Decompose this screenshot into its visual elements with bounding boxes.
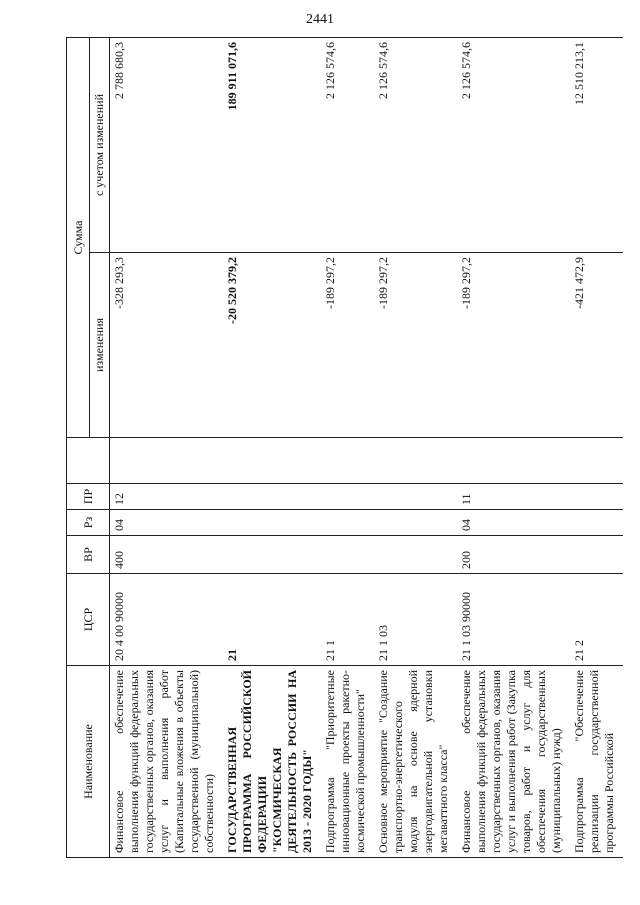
row-pr: 11 <box>457 484 570 510</box>
row-rz <box>570 510 623 536</box>
row-name: Основное мероприятие "Создание транспортно-энергетического модуля на основе ядерной энергодвигательной установки мегаваттного класса" <box>374 666 457 858</box>
row-pr <box>570 484 623 510</box>
row-csr: 21 2 <box>570 574 623 666</box>
row-total: 189 911 071,6 <box>223 38 321 253</box>
row-change: -328 293,3 <box>110 253 224 438</box>
row-vr <box>374 536 457 574</box>
row-name: Подпрограмма "Обеспечение реализации государственной программы Российской <box>570 666 623 858</box>
header-sum: Сумма <box>67 38 90 438</box>
header-csr: ЦСР <box>67 574 110 666</box>
header-name: Наименование <box>67 666 110 858</box>
row-name: ГОСУДАРСТВЕННАЯ ПРОГРАММА РОССИЙСКОЙ ФЕДЕРАЦИИ "КОСМИЧЕСКАЯ ДЕЯТЕЛЬНОСТЬ РОССИИ НА 2013 - 2020 ГОДЫ" <box>223 666 321 858</box>
row-rz: 04 <box>457 510 570 536</box>
budget-table-sheet <box>66 38 616 858</box>
row-total: 2 126 574,6 <box>374 38 457 253</box>
row-rz: 04 <box>110 510 224 536</box>
row-vr: 200 <box>457 536 570 574</box>
row-vr: 400 <box>110 536 224 574</box>
table-row <box>110 38 224 858</box>
row-name: Финансовое обеспечение выполнения функций федеральных государственных органов, оказания услуг и выполнения работ (Закупка товаров, работ и услуг для обеспечения государственных (муниципальных) нужд) <box>457 666 570 858</box>
row-rz <box>321 510 374 536</box>
header-with-changes: с учетом изменений <box>90 38 110 253</box>
row-pr <box>321 484 374 510</box>
table-row <box>374 38 457 858</box>
row-csr: 21 1 03 <box>374 574 457 666</box>
row-change: -421 472,9 <box>570 253 623 438</box>
row-spacer <box>374 438 457 484</box>
row-change: -189 297,2 <box>321 253 374 438</box>
row-spacer <box>570 438 623 484</box>
row-csr: 21 1 <box>321 574 374 666</box>
row-total: 2 126 574,6 <box>321 38 374 253</box>
row-pr <box>374 484 457 510</box>
row-rz <box>374 510 457 536</box>
header-spacer <box>67 438 110 484</box>
row-change: -189 297,2 <box>374 253 457 438</box>
row-pr: 12 <box>110 484 224 510</box>
row-csr: 20 4 00 90000 <box>110 574 224 666</box>
row-csr: 21 <box>223 574 321 666</box>
table-row <box>321 38 374 858</box>
row-total: 12 510 213,1 <box>570 38 623 253</box>
row-spacer <box>457 438 570 484</box>
table-row <box>570 38 623 858</box>
row-name: Финансовое обеспечение выполнения функций федеральных государственных органов, оказания услуг и выполнения работ (Капитальные вложения в объекты государственной (муниципальной) собственности) <box>110 666 224 858</box>
row-spacer <box>110 438 224 484</box>
row-spacer <box>321 438 374 484</box>
row-vr <box>321 536 374 574</box>
header-changes: изменения <box>90 253 110 438</box>
header-pr: ПР <box>67 484 110 510</box>
row-csr: 21 1 03 90000 <box>457 574 570 666</box>
table-row <box>457 38 570 858</box>
row-vr <box>570 536 623 574</box>
header-rz: Рз <box>67 510 110 536</box>
row-rz <box>223 510 321 536</box>
table-row <box>223 38 321 858</box>
row-change: -189 297,2 <box>457 253 570 438</box>
row-total: 2 126 574,6 <box>457 38 570 253</box>
budget-table <box>66 37 623 858</box>
header-vr: ВР <box>67 536 110 574</box>
row-change: -20 520 379,2 <box>223 253 321 438</box>
row-name: Подпрограмма "Приоритетные инновационные проекты ракетно-космической промышленности" <box>321 666 374 858</box>
row-pr <box>223 484 321 510</box>
row-spacer <box>223 438 321 484</box>
row-vr <box>223 536 321 574</box>
row-total: 2 788 680,3 <box>110 38 224 253</box>
page-number: 2441 <box>306 12 334 27</box>
